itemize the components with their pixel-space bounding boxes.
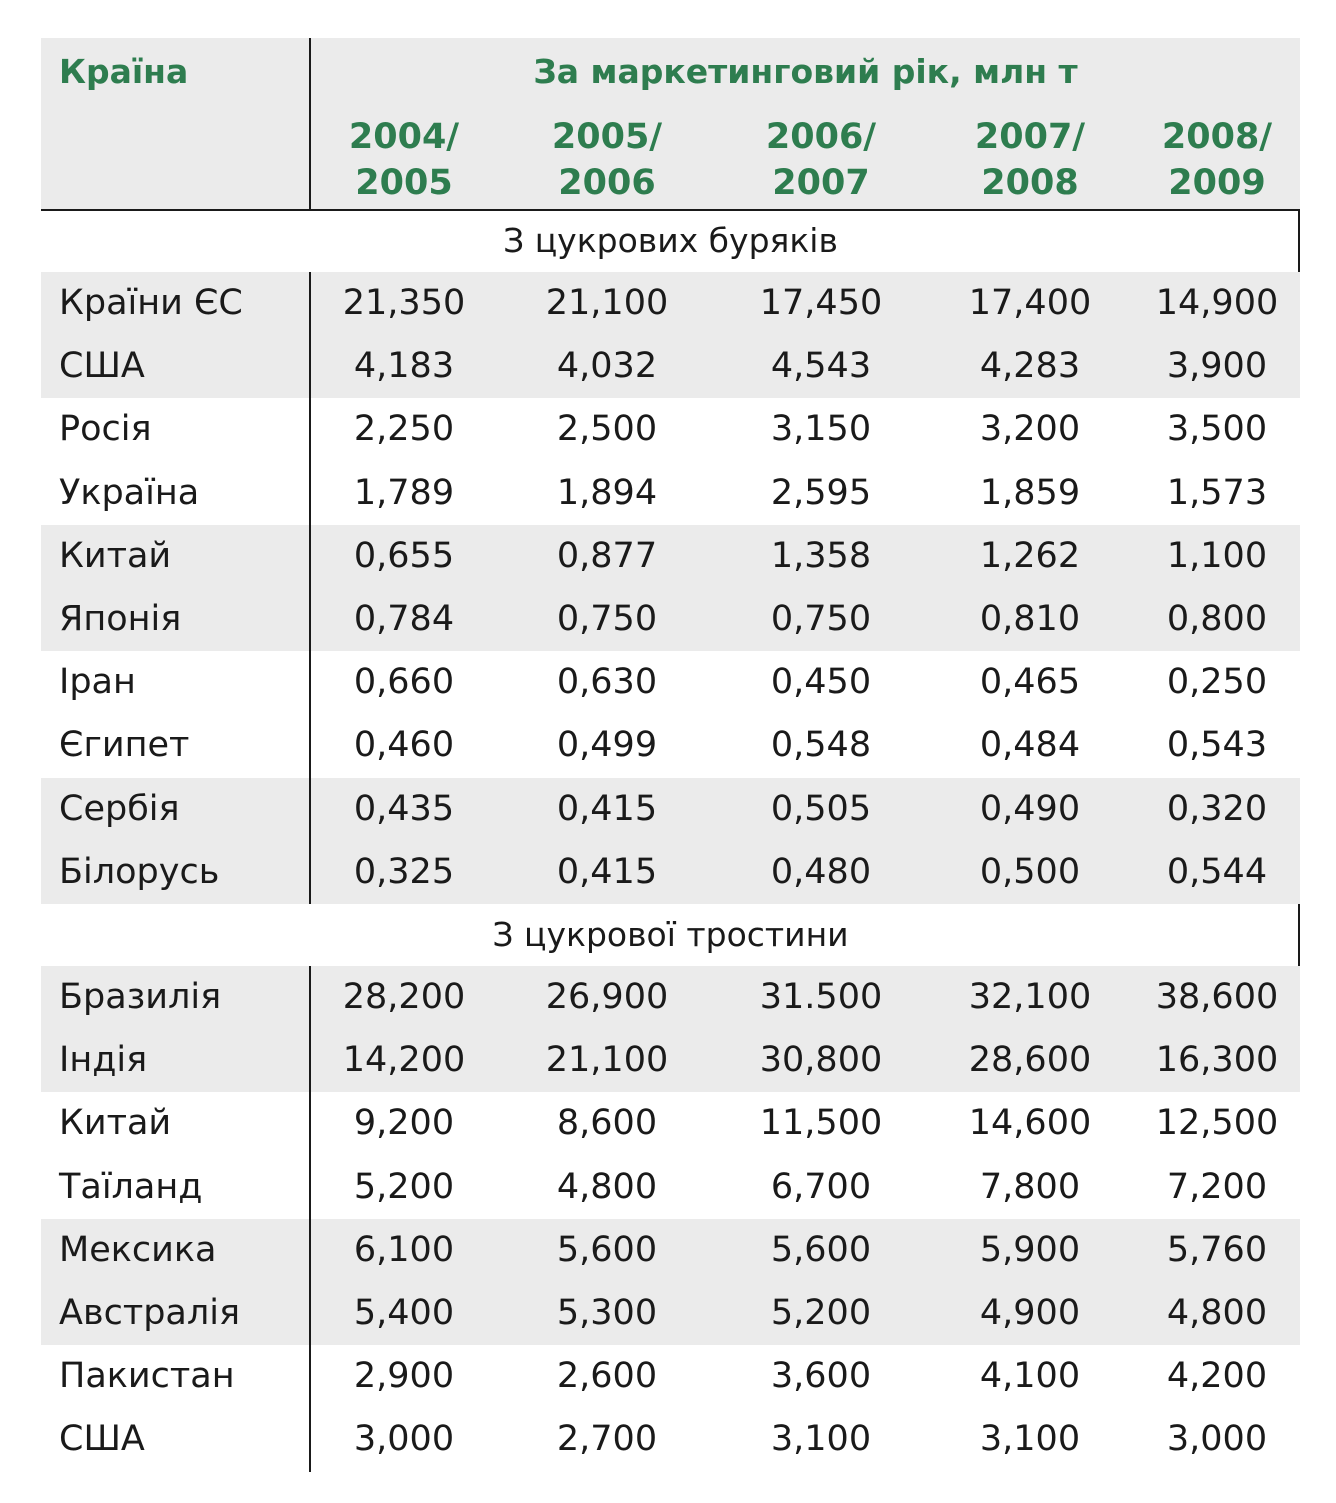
value-cell: 14,600 <box>968 1103 1092 1144</box>
value-cell: 5,600 <box>556 1229 658 1270</box>
value-cell: 2,595 <box>770 472 872 513</box>
value-cell: 0,660 <box>353 662 455 703</box>
value-cell: 7,800 <box>979 1166 1081 1207</box>
country-cell: Бразилія <box>59 977 222 1017</box>
section-right-border <box>1298 210 1300 272</box>
value-cell: 1,789 <box>353 472 455 513</box>
table-header <box>41 38 1300 210</box>
value-cell: 0,505 <box>770 788 872 829</box>
value-cell: 1,859 <box>979 472 1081 513</box>
table-row <box>41 462 1300 525</box>
value-cell: 0,325 <box>353 851 455 892</box>
value-cell: 14,900 <box>1155 283 1279 323</box>
value-cell: 26,900 <box>545 977 669 1017</box>
table-row <box>41 1156 1300 1219</box>
value-cell: 0,320 <box>1166 788 1268 829</box>
table-row <box>41 841 1300 904</box>
value-cell: 3,000 <box>353 1419 455 1460</box>
year-header-line2: 2006 <box>558 163 656 203</box>
value-cell: 4,100 <box>979 1356 1081 1397</box>
year-header-line1: 2006/ <box>765 117 877 157</box>
country-cell: Росія <box>59 409 152 450</box>
value-cell: 0,415 <box>556 851 658 892</box>
table-row <box>41 651 1300 714</box>
value-cell: 0,435 <box>353 788 455 829</box>
marketing-year-header: За маркетинговий рік, млн т <box>533 52 1078 91</box>
year-header-line2: 2008 <box>981 163 1079 203</box>
value-cell: 4,543 <box>770 346 872 387</box>
country-cell: Країни ЄС <box>59 283 243 323</box>
value-cell: 3,600 <box>770 1356 872 1397</box>
value-cell: 1,894 <box>556 472 658 513</box>
country-cell: Таїланд <box>59 1166 203 1207</box>
value-cell: 32,100 <box>968 977 1092 1017</box>
value-cell: 0,484 <box>979 725 1081 766</box>
section-title: З цукрових буряків <box>503 221 838 260</box>
table-row <box>41 1219 1300 1282</box>
country-cell: Австралія <box>59 1293 241 1333</box>
year-header-line1: 2007/ <box>974 117 1086 157</box>
value-cell: 3,000 <box>1166 1419 1268 1460</box>
value-cell: 0,499 <box>556 725 658 766</box>
value-cell: 38,600 <box>1155 977 1279 1017</box>
value-cell: 0,450 <box>770 662 872 703</box>
value-cell: 28,600 <box>968 1040 1092 1081</box>
value-cell: 5,900 <box>979 1229 1081 1270</box>
value-cell: 1,262 <box>979 535 1081 576</box>
table-row <box>41 1408 1300 1471</box>
value-cell: 3,500 <box>1166 409 1268 450</box>
column-divider <box>309 272 311 904</box>
section-title: З цукрової тростини <box>492 915 849 954</box>
value-cell: 9,200 <box>353 1103 455 1144</box>
table-row <box>41 398 1300 461</box>
country-cell: Китай <box>59 1103 172 1144</box>
column-divider <box>309 38 311 210</box>
table-row <box>41 1345 1300 1408</box>
country-cell: Сербія <box>59 788 180 829</box>
value-cell: 2,600 <box>556 1356 658 1397</box>
country-cell: Іран <box>59 662 136 703</box>
value-cell: 1,573 <box>1166 472 1268 513</box>
value-cell: 0,548 <box>770 725 872 766</box>
country-cell: США <box>59 1419 145 1460</box>
value-cell: 0,810 <box>979 599 1081 639</box>
table-row <box>41 525 1300 588</box>
value-cell: 4,900 <box>979 1293 1081 1333</box>
value-cell: 1,358 <box>770 535 872 576</box>
table-row <box>41 1092 1300 1155</box>
country-cell: Білорусь <box>59 851 220 892</box>
value-cell: 0,250 <box>1166 662 1268 703</box>
country-cell: Пакистан <box>59 1356 235 1397</box>
value-cell: 2,700 <box>556 1419 658 1460</box>
value-cell: 0,543 <box>1166 725 1268 766</box>
value-cell: 2,900 <box>353 1356 455 1397</box>
value-cell: 11,500 <box>759 1103 883 1144</box>
table-row <box>41 714 1300 777</box>
value-cell: 0,460 <box>353 725 455 766</box>
value-cell: 3,100 <box>979 1419 1081 1460</box>
year-header-0 <box>314 114 494 206</box>
value-cell: 16,300 <box>1155 1040 1279 1081</box>
value-cell: 5,600 <box>770 1229 872 1270</box>
value-cell: 5,200 <box>353 1166 455 1207</box>
table-row <box>41 588 1300 651</box>
year-header-line2: 2007 <box>772 163 870 203</box>
value-cell: 3,200 <box>979 409 1081 450</box>
country-cell: Україна <box>59 472 200 513</box>
value-cell: 0,465 <box>979 662 1081 703</box>
value-cell: 31.500 <box>759 977 883 1017</box>
value-cell: 4,800 <box>556 1166 658 1207</box>
value-cell: 21,100 <box>545 1040 669 1081</box>
value-cell: 5,300 <box>556 1293 658 1333</box>
section-right-border <box>1298 904 1300 966</box>
value-cell: 6,100 <box>353 1229 455 1270</box>
value-cell: 0,877 <box>556 535 658 576</box>
value-cell: 17,400 <box>968 283 1092 323</box>
value-cell: 0,480 <box>770 851 872 892</box>
year-header-line1: 2005/ <box>551 117 663 157</box>
year-header-line2: 2009 <box>1168 163 1266 203</box>
value-cell: 3,100 <box>770 1419 872 1460</box>
value-cell: 5,200 <box>770 1293 872 1333</box>
country-cell: Єгипет <box>59 725 190 766</box>
value-cell: 0,655 <box>353 535 455 576</box>
value-cell: 4,283 <box>979 346 1081 387</box>
value-cell: 0,800 <box>1166 599 1268 639</box>
country-cell: Китай <box>59 535 172 576</box>
year-header-4 <box>1127 114 1307 206</box>
year-header-line2: 2005 <box>355 163 453 203</box>
value-cell: 28,200 <box>342 977 466 1017</box>
column-divider <box>309 966 311 1472</box>
country-cell: Японія <box>59 599 182 639</box>
table-row <box>41 1029 1300 1092</box>
country-cell: Мексика <box>59 1229 217 1270</box>
value-cell: 0,630 <box>556 662 658 703</box>
country-cell: США <box>59 346 145 387</box>
year-header-3 <box>940 114 1120 206</box>
value-cell: 0,415 <box>556 788 658 829</box>
value-cell: 3,150 <box>770 409 872 450</box>
value-cell: 0,490 <box>979 788 1081 829</box>
value-cell: 2,500 <box>556 409 658 450</box>
year-header-line1: 2008/ <box>1161 117 1273 157</box>
value-cell: 4,183 <box>353 346 455 387</box>
value-cell: 17,450 <box>759 283 883 323</box>
country-column-header: Країна <box>59 52 189 91</box>
year-header-line1: 2004/ <box>348 117 460 157</box>
value-cell: 7,200 <box>1166 1166 1268 1207</box>
value-cell: 1,100 <box>1166 535 1268 576</box>
header-bottom-border <box>41 209 1300 211</box>
country-cell: Індія <box>59 1040 148 1081</box>
value-cell: 5,400 <box>353 1293 455 1333</box>
value-cell: 0,784 <box>353 599 455 639</box>
value-cell: 4,800 <box>1166 1293 1268 1333</box>
year-header-2 <box>731 114 911 206</box>
value-cell: 2,250 <box>353 409 455 450</box>
table-row <box>41 778 1300 841</box>
value-cell: 0,750 <box>770 599 872 639</box>
value-cell: 8,600 <box>556 1103 658 1144</box>
value-cell: 0,750 <box>556 599 658 639</box>
table-row <box>41 1282 1300 1345</box>
value-cell: 21,350 <box>342 283 466 323</box>
table-row <box>41 966 1300 1029</box>
table-row <box>41 335 1300 398</box>
value-cell: 30,800 <box>759 1040 883 1081</box>
value-cell: 0,500 <box>979 851 1081 892</box>
table-row <box>41 272 1300 335</box>
value-cell: 4,032 <box>556 346 658 387</box>
value-cell: 4,200 <box>1166 1356 1268 1397</box>
value-cell: 6,700 <box>770 1166 872 1207</box>
value-cell: 3,900 <box>1166 346 1268 387</box>
value-cell: 14,200 <box>342 1040 466 1081</box>
value-cell: 5,760 <box>1166 1229 1268 1270</box>
value-cell: 21,100 <box>545 283 669 323</box>
year-header-1 <box>517 114 697 206</box>
value-cell: 12,500 <box>1155 1103 1279 1144</box>
value-cell: 0,544 <box>1166 851 1268 892</box>
